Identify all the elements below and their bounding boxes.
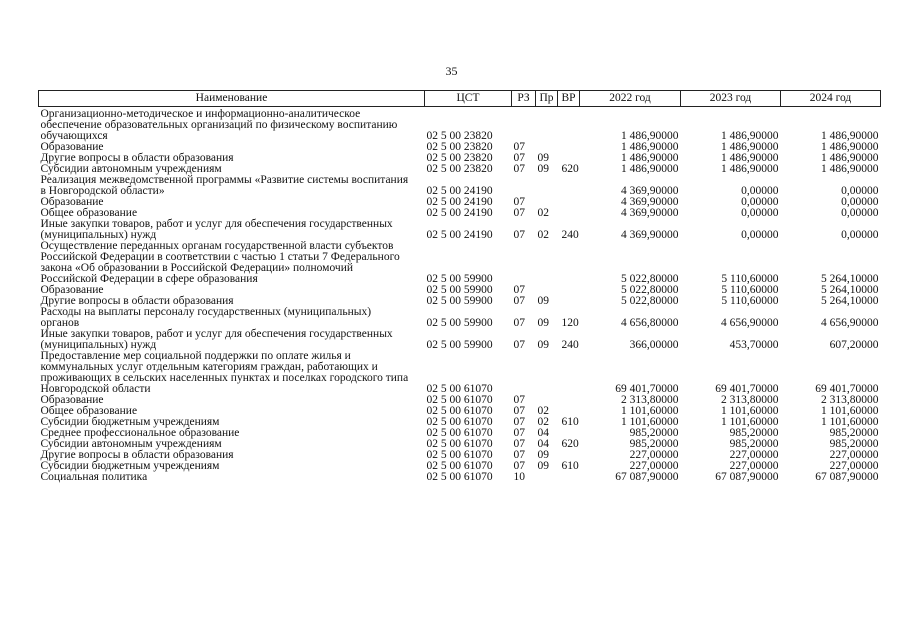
cell-pr: [536, 241, 558, 285]
cell-rz: 07: [513, 317, 525, 329]
cell-name: Другие вопросы в области образования: [40, 152, 234, 164]
header-2022: 2022 год: [580, 91, 681, 107]
cell-name: Среднее профессиональное образование: [40, 427, 240, 439]
cell-2023: 2 313,80000: [721, 394, 779, 406]
cell-cst: 02 5 00 59900: [426, 284, 493, 296]
cell-2024: 69 401,70000: [815, 383, 879, 395]
cell-2024: 607,20000: [829, 339, 879, 351]
table-row: [39, 472, 881, 483]
header-2023: 2023 год: [681, 91, 781, 107]
cell-2023: 227,00000: [729, 460, 779, 472]
cell-2023: 1 101,60000: [721, 416, 779, 428]
cell-pr: 09: [537, 152, 549, 164]
cell-2023: 1 486,90000: [721, 163, 779, 175]
cell-2022: 69 401,70000: [615, 383, 679, 395]
cell-2024: 4 656,90000: [821, 317, 879, 329]
cell-2023: 453,70000: [729, 339, 779, 351]
cell-pr: 09: [537, 449, 549, 461]
cell-2024: 227,00000: [829, 460, 879, 472]
cell-2022: 5 022,80000: [621, 284, 679, 296]
cell-2023: 0,00000: [741, 185, 779, 197]
cell-name: Общее образование: [40, 207, 138, 219]
cell-vr: [558, 395, 580, 406]
header-cst: ЦСТ: [425, 91, 512, 107]
cell-vr: [558, 296, 580, 307]
budget-table: [38, 90, 881, 483]
cell-rz: [512, 351, 536, 395]
cell-2023: 1 486,90000: [721, 152, 779, 164]
cell-2022: 4 369,90000: [621, 207, 679, 219]
cell-name: Предоставление мер социальной поддержки по оплате жилья и коммунальных услуг отдельным категориям граждан, работающих и проживающих в сельских населенных пунктах и поселках городского типа Новгородской области: [40, 350, 409, 395]
cell-name: Другие вопросы в области образования: [40, 295, 234, 307]
cell-2024: 2 313,80000: [821, 394, 879, 406]
cell-vr: [558, 241, 580, 285]
cell-2024: 1 486,90000: [821, 141, 879, 153]
cell-vr: 240: [561, 339, 579, 351]
cell-2023: 67 087,90000: [715, 471, 779, 483]
cell-rz: 07: [513, 405, 525, 417]
cell-2024: 0,00000: [841, 196, 879, 208]
header-pr: Пр: [536, 91, 558, 107]
header-name: Наименование: [39, 91, 425, 107]
cell-rz: [512, 175, 536, 197]
cell-2024: 0,00000: [841, 229, 879, 241]
cell-cst: 02 5 00 61070: [426, 416, 493, 428]
cell-pr: 02: [537, 416, 549, 428]
table-header: [39, 91, 881, 107]
cell-rz: 07: [513, 284, 525, 296]
cell-2023: 4 656,90000: [721, 317, 779, 329]
cell-rz: 07: [513, 152, 525, 164]
cell-name: Организационно-методическое и информационно-аналитическое обеспечение образовательных организаций по физическому воспитанию обучающихся: [40, 108, 398, 142]
cell-2023: 985,20000: [729, 427, 779, 439]
cell-pr: [536, 351, 558, 395]
cell-vr: 120: [561, 317, 579, 329]
cell-name: Иные закупки товаров, работ и услуг для обеспечения государственных (муниципальных) нужд: [40, 218, 393, 241]
cell-vr: [558, 142, 580, 153]
cell-cst: 02 5 00 23820: [426, 141, 493, 153]
cell-vr: [558, 472, 580, 483]
cell-cst: 02 5 00 61070: [426, 449, 493, 461]
cell-vr: 610: [561, 416, 579, 428]
cell-cst: 02 5 00 59900: [426, 273, 493, 285]
cell-cst: 02 5 00 24190: [426, 185, 493, 197]
cell-name: Субсидии автономным учреждениям: [40, 438, 222, 450]
cell-cst: 02 5 00 59900: [426, 295, 493, 307]
cell-2022: 1 486,90000: [621, 141, 679, 153]
cell-2024: 0,00000: [841, 207, 879, 219]
cell-pr: 04: [537, 438, 549, 450]
table-body: [39, 107, 881, 484]
cell-cst: 02 5 00 59900: [426, 339, 493, 351]
cell-cst: 02 5 00 23820: [426, 130, 493, 142]
cell-2022: 227,00000: [629, 449, 679, 461]
cell-name: Образование: [40, 196, 104, 208]
cell-vr: [558, 285, 580, 296]
header-vr: ВР: [558, 91, 580, 107]
cell-pr: 09: [537, 317, 549, 329]
cell-cst: 02 5 00 61070: [426, 394, 493, 406]
cell-cst: 02 5 00 61070: [426, 405, 493, 417]
cell-vr: [558, 208, 580, 219]
cell-rz: 07: [513, 339, 525, 351]
cell-rz: 07: [513, 141, 525, 153]
cell-2023: 0,00000: [741, 196, 779, 208]
cell-2022: 1 486,90000: [621, 163, 679, 175]
cell-rz: 10: [513, 471, 525, 483]
cell-2022: 366,00000: [629, 339, 679, 351]
cell-rz: 07: [513, 229, 525, 241]
cell-name: Иные закупки товаров, работ и услуг для обеспечения государственных (муниципальных) нужд: [40, 328, 393, 351]
budget-table-container: [38, 90, 880, 483]
cell-2022: 1 101,60000: [621, 405, 679, 417]
cell-2023: 1 486,90000: [721, 130, 779, 142]
cell-cst: 02 5 00 61070: [426, 427, 493, 439]
cell-vr: [558, 107, 580, 143]
cell-name: Субсидии бюджетным учреждениям: [40, 460, 220, 472]
cell-rz: [512, 107, 536, 143]
cell-2022: 985,20000: [629, 438, 679, 450]
table-row: [39, 307, 881, 329]
page-number: 35: [445, 64, 458, 78]
cell-cst: 02 5 00 23820: [426, 152, 493, 164]
cell-name: Общее образование: [40, 405, 138, 417]
cell-vr: [558, 351, 580, 395]
cell-2022: 5 022,80000: [621, 273, 679, 285]
cell-name: Образование: [40, 394, 104, 406]
cell-name: Другие вопросы в области образования: [40, 449, 234, 461]
header-rz: РЗ: [512, 91, 536, 107]
table-row: [39, 241, 881, 285]
cell-2023: 5 110,60000: [721, 295, 779, 307]
table-row: [39, 329, 881, 351]
cell-rz: 07: [513, 416, 525, 428]
cell-2022: 2 313,80000: [621, 394, 679, 406]
cell-2022: 985,20000: [629, 427, 679, 439]
cell-2024: 0,00000: [841, 185, 879, 197]
cell-2022: 5 022,80000: [621, 295, 679, 307]
cell-rz: 07: [513, 196, 525, 208]
cell-rz: 07: [513, 394, 525, 406]
cell-2022: 227,00000: [629, 460, 679, 472]
cell-pr: [536, 175, 558, 197]
cell-2022: 4 369,90000: [621, 185, 679, 197]
cell-cst: 02 5 00 23820: [426, 163, 493, 175]
cell-pr: 09: [537, 460, 549, 472]
cell-2024: 5 264,10000: [821, 273, 879, 285]
cell-2023: 0,00000: [741, 229, 779, 241]
cell-2022: 1 101,60000: [621, 416, 679, 428]
cell-vr: 610: [561, 460, 579, 472]
cell-2024: 5 264,10000: [821, 284, 879, 296]
cell-name: Осуществление переданных органам государственной власти субъектов Российской Федерации в соответствии с частью 1 статьи 7 Федерального закона «Об образовании в Российской Федерации» полномочий Российской Федерации в сфере образования: [40, 240, 400, 285]
cell-name: Субсидии бюджетным учреждениям: [40, 416, 220, 428]
cell-2024: 985,20000: [829, 438, 879, 450]
cell-rz: 07: [513, 207, 525, 219]
cell-cst: 02 5 00 24190: [426, 196, 493, 208]
cell-2023: 5 110,60000: [721, 273, 779, 285]
cell-rz: 07: [513, 449, 525, 461]
cell-rz: 07: [513, 163, 525, 175]
cell-pr: 02: [537, 229, 549, 241]
cell-pr: 09: [537, 339, 549, 351]
cell-2022: 1 486,90000: [621, 152, 679, 164]
cell-2024: 1 486,90000: [821, 152, 879, 164]
cell-pr: 04: [537, 427, 549, 439]
cell-pr: 09: [537, 163, 549, 175]
header-2024: 2024 год: [781, 91, 881, 107]
table-row: [39, 107, 881, 143]
cell-cst: 02 5 00 24190: [426, 229, 493, 241]
cell-2024: 67 087,90000: [815, 471, 879, 483]
cell-2022: 4 369,90000: [621, 196, 679, 208]
table-row: [39, 219, 881, 241]
cell-pr: 02: [537, 207, 549, 219]
cell-rz: 07: [513, 460, 525, 472]
cell-cst: 02 5 00 61070: [426, 383, 493, 395]
cell-2023: 0,00000: [741, 207, 779, 219]
cell-rz: [512, 241, 536, 285]
cell-vr: 620: [561, 163, 579, 175]
cell-name: Образование: [40, 141, 104, 153]
cell-2023: 69 401,70000: [715, 383, 779, 395]
cell-2022: 67 087,90000: [615, 471, 679, 483]
cell-vr: [558, 197, 580, 208]
cell-2022: 1 486,90000: [621, 130, 679, 142]
cell-2024: 1 486,90000: [821, 130, 879, 142]
cell-name: Реализация межведомственной программы «Развитие системы воспитания в Новгородской области»: [40, 174, 409, 197]
cell-2022: 4 369,90000: [621, 229, 679, 241]
cell-pr: 02: [537, 405, 549, 417]
cell-vr: [558, 175, 580, 197]
cell-rz: 07: [513, 427, 525, 439]
cell-cst: 02 5 00 61070: [426, 471, 493, 483]
cell-pr: [536, 107, 558, 143]
table-header-row: [39, 91, 881, 107]
cell-vr: 620: [561, 438, 579, 450]
cell-vr: 240: [561, 229, 579, 241]
cell-pr: 09: [537, 295, 549, 307]
cell-2024: 985,20000: [829, 427, 879, 439]
cell-cst: 02 5 00 24190: [426, 207, 493, 219]
cell-2023: 1 486,90000: [721, 141, 779, 153]
cell-2024: 5 264,10000: [821, 295, 879, 307]
cell-cst: 02 5 00 61070: [426, 438, 493, 450]
cell-rz: 07: [513, 438, 525, 450]
cell-pr: [536, 472, 558, 483]
cell-cst: 02 5 00 61070: [426, 460, 493, 472]
cell-name: Социальная политика: [40, 471, 148, 483]
cell-2024: 1 101,60000: [821, 405, 879, 417]
cell-name: Расходы на выплаты персоналу государственных (муниципальных) органов: [40, 306, 372, 329]
cell-2024: 227,00000: [829, 449, 879, 461]
table-row: [39, 175, 881, 197]
cell-2024: 1 101,60000: [821, 416, 879, 428]
table-row: [39, 351, 881, 395]
cell-2023: 227,00000: [729, 449, 779, 461]
cell-2023: 985,20000: [729, 438, 779, 450]
cell-name: Субсидии автономным учреждениям: [40, 163, 222, 175]
cell-name: Образование: [40, 284, 104, 296]
cell-2022: 4 656,80000: [621, 317, 679, 329]
cell-cst: 02 5 00 59900: [426, 317, 493, 329]
cell-2023: 5 110,60000: [721, 284, 779, 296]
cell-rz: 07: [513, 295, 525, 307]
cell-2024: 1 486,90000: [821, 163, 879, 175]
cell-2023: 1 101,60000: [721, 405, 779, 417]
